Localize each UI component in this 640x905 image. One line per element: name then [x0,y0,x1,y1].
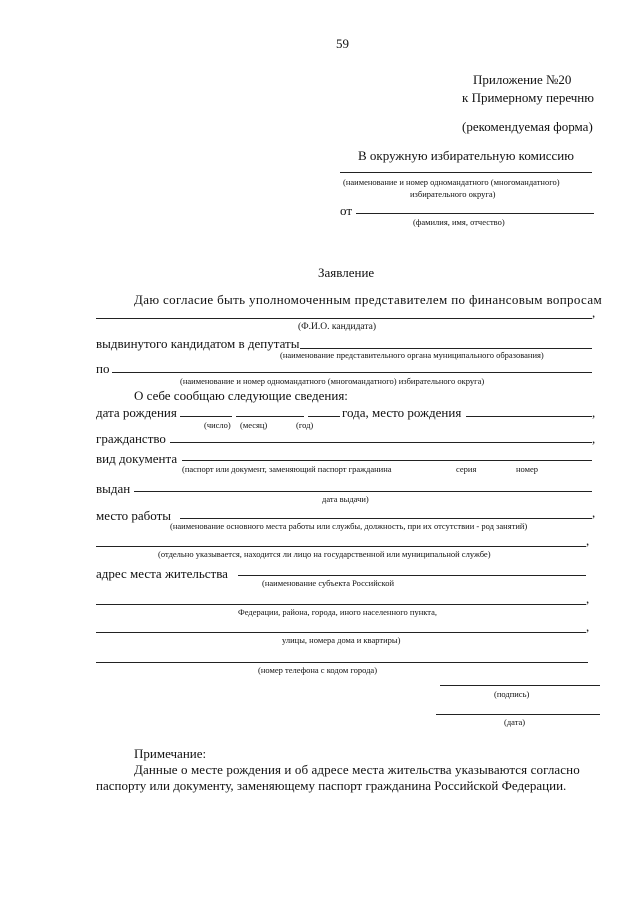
phone-hint: (номер телефона с кодом города) [258,665,378,675]
issue-date-hint: дата выдачи) [322,494,369,504]
year-hint: (год) [296,420,314,430]
address-hint-3: улицы, номера дома и квартиры) [282,635,401,645]
month-hint: (месяц) [240,420,268,430]
address-line-3 [96,632,586,633]
consent-text: Даю согласие быть уполномоченным представителем по финансовым вопросам [134,292,603,307]
signature-hint: (подпись) [494,689,530,699]
address-line-1 [238,575,586,576]
document-hint: (паспорт или документ, заменяющий паспорт гражданина [182,464,392,474]
number-hint: номер [516,464,539,474]
birth-date-label: дата рождения [96,405,177,420]
by-label: по [96,361,110,376]
note-heading: Примечание: [134,746,207,761]
workplace-line [180,518,592,519]
from-line [356,213,594,214]
note-line-2: паспорту или документу, заменяющему паспорт гражданина Российской Федерации. [96,778,567,793]
appendix-label: Приложение №20 [473,72,572,87]
candidate-line [96,318,592,319]
body-hint: (наименование представительного органа муниципального образования) [280,350,544,360]
district-line [112,372,592,373]
date-line [436,714,600,715]
district-hint: (наименование и номер одномандатного (многомандатного) избирательного округа) [180,376,485,386]
day-hint: (число) [204,420,231,430]
birth-place-line [466,416,592,417]
document-label: вид документа [96,451,178,466]
workplace-line-2 [96,546,586,547]
year-line [308,416,340,417]
phone-line [96,662,588,663]
nominated-line [300,348,592,349]
issued-line [134,491,592,492]
comma: , [586,619,590,634]
comma: , [592,431,596,446]
month-line [236,416,304,417]
appendix-list-ref: к Примерному перечню [462,90,594,105]
address-hint-2: Федерации, района, города, иного населенного пункта, [238,607,437,617]
addressee: В окружную избирательную комиссию [358,148,574,163]
comma: , [592,505,596,520]
page-number: 59 [336,36,349,51]
day-line [180,416,232,417]
about-self: О себе сообщаю следующие сведения: [134,388,348,403]
form-type: (рекомендуемая форма) [462,119,593,134]
date-hint: (дата) [504,717,526,727]
address-label: адрес места жительства [96,566,228,581]
from-hint: (фамилия, имя, отчество) [413,217,505,227]
address-line-2 [96,604,586,605]
address-hint-1: (наименование субъекта Российской [262,578,395,588]
comma: , [592,405,596,420]
from-label: от [340,203,353,218]
workplace-hint: (наименование основного места работы или службы, должность, при их отсутствии - род занятий) [170,521,528,531]
comma: , [586,591,590,606]
workplace-label: место работы [96,508,171,523]
addressee-hint-1: (наименование и номер одномандатного (многомандатного) [343,177,560,187]
document-title: Заявление [318,265,375,280]
citizenship-label: гражданство [96,431,166,446]
addressee-line [340,172,592,173]
issued-label: выдан [96,481,131,496]
addressee-hint-2: избирательного округа) [410,189,496,199]
series-hint: серия [456,464,477,474]
citizenship-line [170,442,592,443]
signature-line [440,685,600,686]
nominated-label: выдвинутого кандидатом в депутаты [96,336,300,351]
birth-place-label: года, место рождения [342,405,462,420]
candidate-hint: (Ф.И.О. кандидата) [298,322,377,332]
document-line [182,460,592,461]
comma: , [586,533,590,548]
service-hint: (отдельно указывается, находится ли лицо на государственной или муниципальной службе) [158,549,491,559]
comma: , [592,305,596,320]
note-line-1: Данные о месте рождения и об адресе места жительства указываются согласно [134,762,580,777]
